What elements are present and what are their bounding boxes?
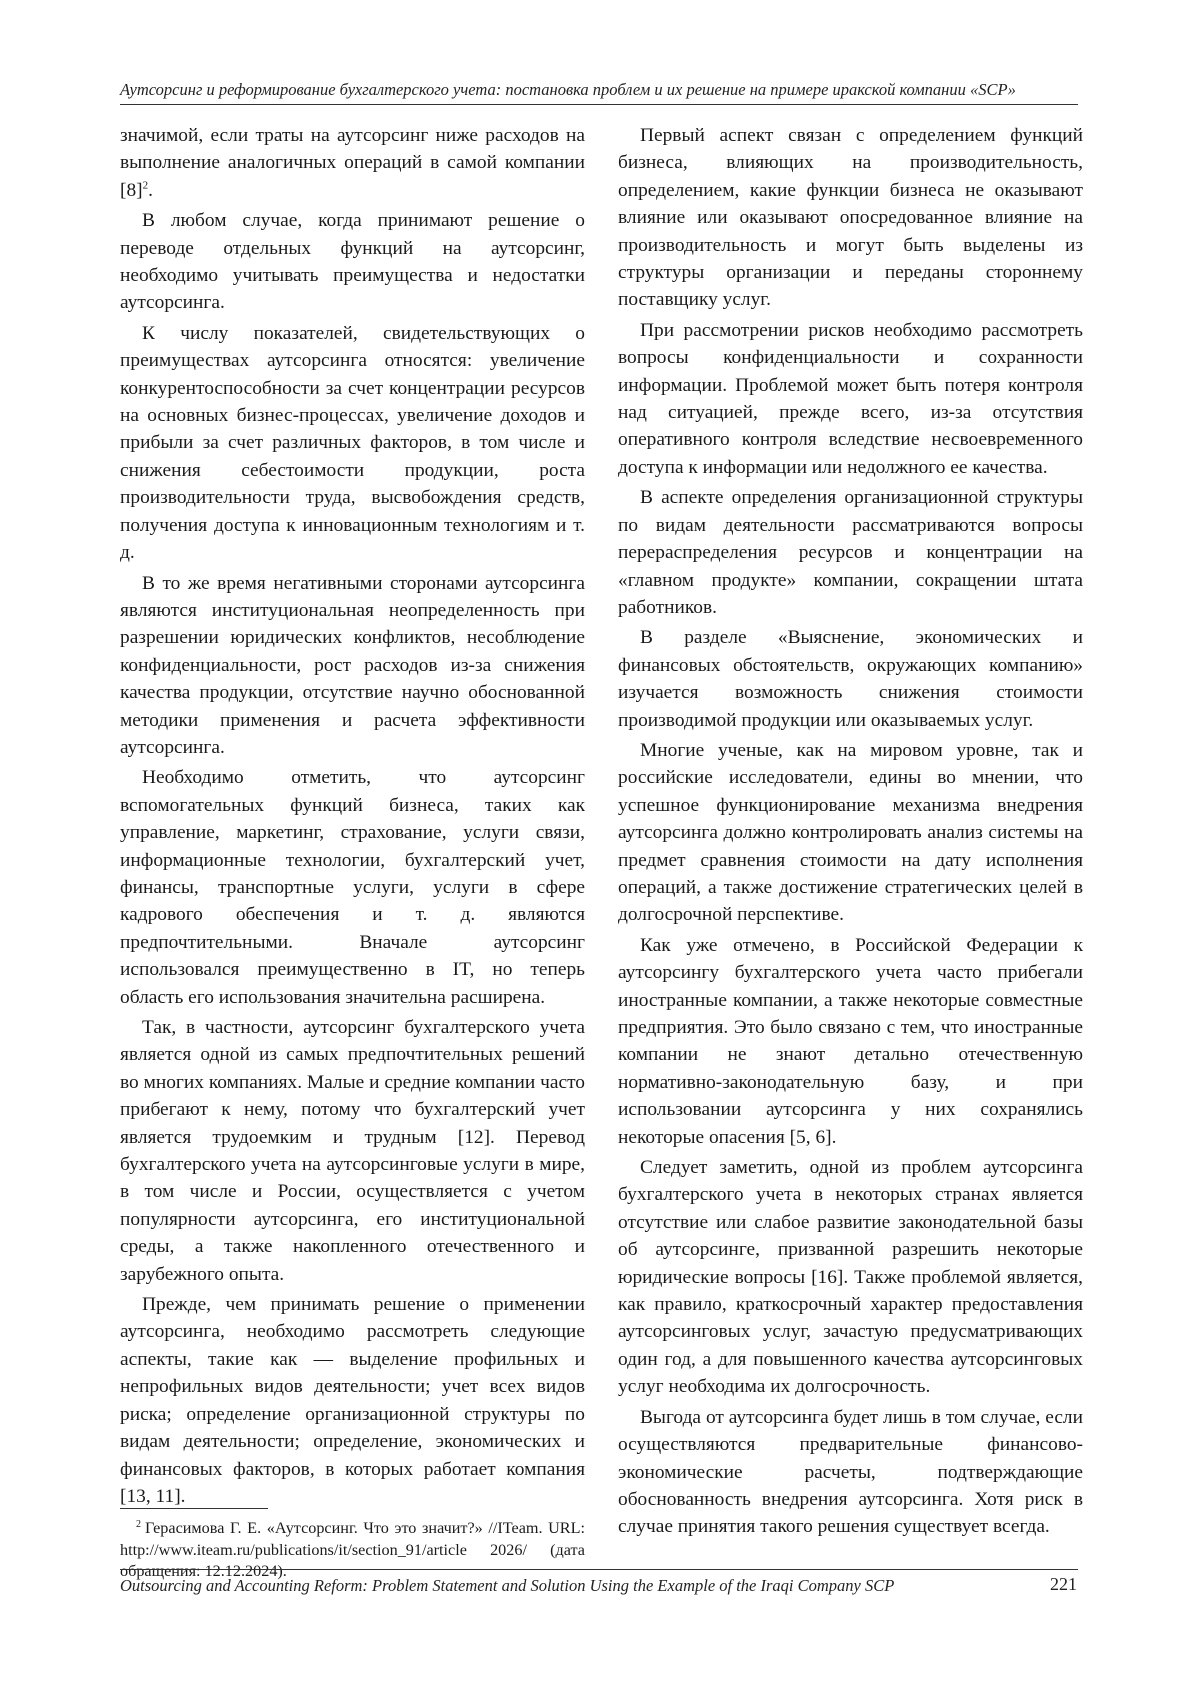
paragraph: В любом случае, когда принимают решение о переводе отдельных функций на аутсорсинг, необходимо учитывать преимущества и недостатки аутсорсинга. (120, 210, 585, 314)
left-column (120, 122, 585, 1513)
paragraph: В аспекте определения организационной структуры по видам деятельности рассматриваются вопросы перераспределения ресурсов и концентрации на «главном продукте» компании, сокращении штата работников. (618, 487, 1083, 618)
paragraph: Следует заметить, одной из проблем аутсорсинга бухгалтерского учета в некоторых странах является отсутствие или слабое развитие законодательной базы об аутсорсинге, призванной разрешить некоторые юридические вопросы [16]. Также проблемой является, как правило, краткосрочный характер предоставления аутсорсинговых услуг, зачастую предусматривающих один год, а для повышенного качества аутсорсинговых услуг необходима их долгосрочность. (618, 1157, 1083, 1398)
paragraph: Как уже отмечено, в Российской Федерации к аутсорсингу бухгалтерского учета часто прибегали иностранные компании, а также некоторые совместные предприятия. Это было связано с тем, что иностранные компании не знают детально отечественную нормативно-законодательную базу, и при использовании аутсорсинга у них сохранялись некоторые опасения [5, 6]. (618, 934, 1083, 1148)
paragraph: В разделе «Выяснение, экономических и финансовых обстоятельств, окружающих компанию» изучается возможность снижения стоимости производимой продукции или оказываемых услуг. (618, 627, 1083, 731)
page-number: 221 (1050, 1574, 1077, 1594)
paragraph: К числу показателей, свидетельствующих о преимуществах аутсорсинга относятся: увеличение конкурентоспособности за счет концентрации ресурсов на основных бизнес-процессах, увеличение доходов и прибыли за счет различных факторов, в том числе и снижения себестоимости продукции, роста производительности труда, высвобождения средств, получения доступа к инновационным технологиям и т. д. (120, 322, 585, 564)
paragraph: Прежде, чем принимать решение о применении аутсорсинга, необходимо рассмотреть следующие аспекты, такие как — выделение профильных и непрофильных видов деятельности; учет всех видов риска; определение организационной структуры по видам деятельности; определение, экономических и финансовых факторов, в которых работает компания [13, 11]. (120, 1294, 585, 1507)
paragraph-text: значимой, если траты на аутсорсинг ниже расходов на выполнение аналогичных операций в самой компании [8] (120, 125, 585, 201)
footnote-number: 2 (136, 1518, 141, 1530)
right-column (618, 122, 1083, 1544)
paragraph (120, 122, 585, 204)
running-header-title: Аутсорсинг и реформирование бухгалтерского учета: постановка проблем и их решение на примере иракской компании «SCP» (120, 80, 1016, 99)
paragraph: Необходимо отметить, что аутсорсинг вспомогательных функций бизнеса, таких как управление, маркетинг, страхование, услуги связи, информационные технологии, бухгалтерский учет, финансы, транспортные услуги, услуги в сфере кадрового обеспечения и т. д. являются предпочтительными. Вначале аутсорсинг использовался преимущественно в IT, но теперь область его использования значительна расширена. (120, 767, 585, 1008)
footnote-ref[interactable]: 2 (142, 179, 149, 192)
paragraph: Первый аспект связан с определением функций бизнеса, влияющих на производительность, определением, какие функции бизнеса не оказывают влияние или оказывают опосредованное влияние на производительность и могут быть выделены из структуры организации и переданы стороннему поставщику услуг. (618, 125, 1083, 311)
running-footer-title: Outsourcing and Accounting Reform: Problem Statement and Solution Using the Example of the Iraqi Company SCP (120, 1576, 895, 1595)
footnote (120, 1518, 585, 1583)
paragraph: Так, в частности, аутсорсинг бухгалтерского учета является одной из самых предпочтительных решений во многих компаниях. Малые и средние компании часто прибегают к нему, потому что бухгалтерский учет является трудоемким и трудным [12]. Перевод бухгалтерского учета на аутсорсинговые услуги в мире, в том числе и России, осуществляется с учетом популярности аутсорсинга, его институциональной среды, а также накопленного отечественного и зарубежного опыта. (120, 1017, 585, 1285)
footnote-rule (120, 1508, 268, 1509)
paragraph: В то же время негативными сторонами аутсорсинга являются институциональная неопределенность при разрешении юридических конфликтов, несоблюдение конфиденциальности, рост расходов из-за снижения качества продукции, отсутствие научно обоснованной методики применения и расчета эффективности аутсорсинга. (120, 572, 585, 758)
paragraph-text-end: . (148, 179, 153, 201)
footnote-text: Герасимова Г. Е. «Аутсорсинг. Что это значит?» //ITeam. URL: http://www.iteam.ru/publications/it/section_91/article 2026/ (дата обращения: 12.12.2024). (120, 1519, 585, 1580)
header-rule (120, 104, 1078, 105)
footer-rule (120, 1569, 1078, 1570)
paragraph: Выгода от аутсорсинга будет лишь в том случае, если осуществляются предварительные финансово-экономические расчеты, подтверждающие обоснованность внедрения аутсорсинга. Хотя риск в случае принятия такого решения существует всегда. (618, 1406, 1083, 1538)
paragraph: При рассмотрении рисков необходимо рассмотреть вопросы конфиденциальности и сохранности информации. Проблемой может быть потеря контроля над ситуацией, прежде всего, из-за отсутствия оперативного контроля вследствие несвоевременного доступа к информации или недолжного ее качества. (618, 319, 1083, 478)
paragraph: Многие ученые, как на мировом уровне, так и российские исследователи, едины во мнении, что успешное функционирование механизма внедрения аутсорсинга должно контролировать анализ системы на предмет сравнения стоимости на дату исполнения операций, а также достижение стратегических целей в долгосрочной перспективе. (618, 739, 1083, 926)
